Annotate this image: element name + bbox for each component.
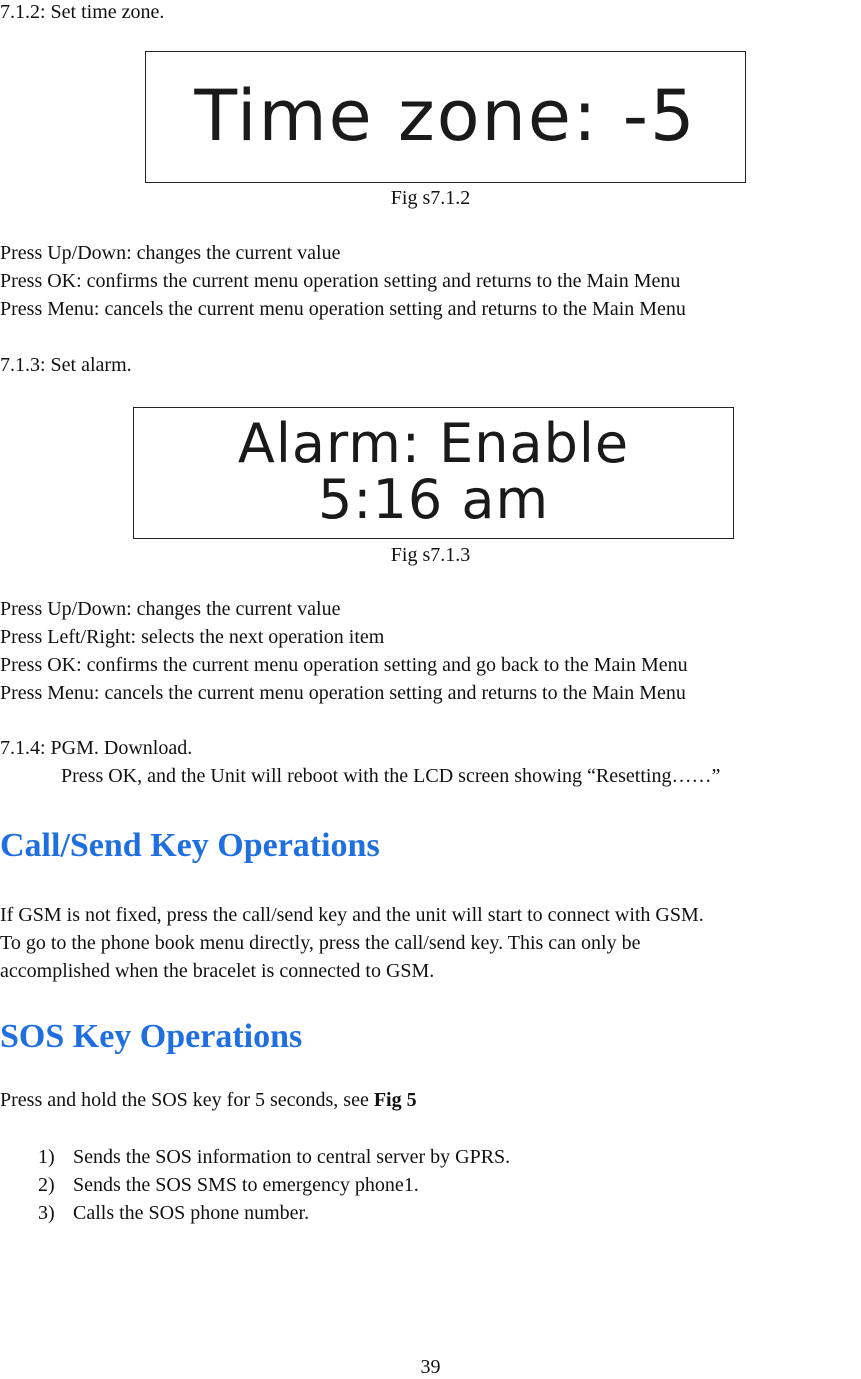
instruction-line: Press Menu: cancels the current menu operation setting and returns to the Main Menu xyxy=(0,298,686,320)
list-item: Calls the SOS phone number. xyxy=(73,1202,310,1224)
list-item-number: 2) xyxy=(38,1174,55,1196)
fig-caption-713: Fig s7.1.3 xyxy=(390,544,471,566)
sos-heading: SOS Key Operations xyxy=(0,1018,303,1055)
lcd-alarm-time-text: 5:16 am xyxy=(317,468,550,531)
instruction-line: Press OK: confirms the current menu operation setting and returns to the Main Menu xyxy=(0,270,681,292)
lcd-alarm-status-text: Alarm: Enable xyxy=(237,412,630,475)
page-number: 39 xyxy=(420,1356,441,1378)
lcd-time-zone-text: Time zone: -5 xyxy=(194,75,697,157)
instruction-line: Press OK: confirms the current menu operation setting and go back to the Main Menu xyxy=(0,654,688,676)
instruction-line: Press Menu: cancels the current menu operation setting and returns to the Main Menu xyxy=(0,682,686,704)
instruction-line: Press Left/Right: selects the next operation item xyxy=(0,626,385,648)
section-712-title: 7.1.2: Set time zone. xyxy=(0,1,165,23)
call-send-heading: Call/Send Key Operations xyxy=(0,827,380,864)
paragraph-line: accomplished when the bracelet is connected to GSM. xyxy=(0,960,435,982)
lcd-alarm-figure xyxy=(133,407,734,539)
list-item: Sends the SOS information to central server by GPRS. xyxy=(73,1146,511,1168)
fig-caption-712: Fig s7.1.2 xyxy=(390,187,471,209)
list-item-number: 1) xyxy=(38,1146,55,1168)
instruction-line: Press Up/Down: changes the current value xyxy=(0,598,341,620)
sos-intro xyxy=(0,1088,417,1112)
sos-fig-ref: Fig 5 xyxy=(373,1089,417,1111)
lcd-time-zone-figure xyxy=(145,51,746,183)
section-713-title: 7.1.3: Set alarm. xyxy=(0,354,132,376)
paragraph-line: To go to the phone book menu directly, press the call/send key. This can only be xyxy=(0,932,641,954)
instruction-line: Press Up/Down: changes the current value xyxy=(0,242,341,264)
section-714-title: 7.1.4: PGM. Download. xyxy=(0,737,193,759)
list-item-number: 3) xyxy=(38,1202,55,1224)
list-item: Sends the SOS SMS to emergency phone1. xyxy=(73,1174,419,1196)
paragraph-line: If GSM is not fixed, press the call/send key and the unit will start to connect with GSM. xyxy=(0,904,704,926)
section-714-detail: Press OK, and the Unit will reboot with the LCD screen showing “Resetting……” xyxy=(61,765,721,787)
sos-intro-text: Press and hold the SOS key for 5 seconds, see xyxy=(0,1089,374,1111)
